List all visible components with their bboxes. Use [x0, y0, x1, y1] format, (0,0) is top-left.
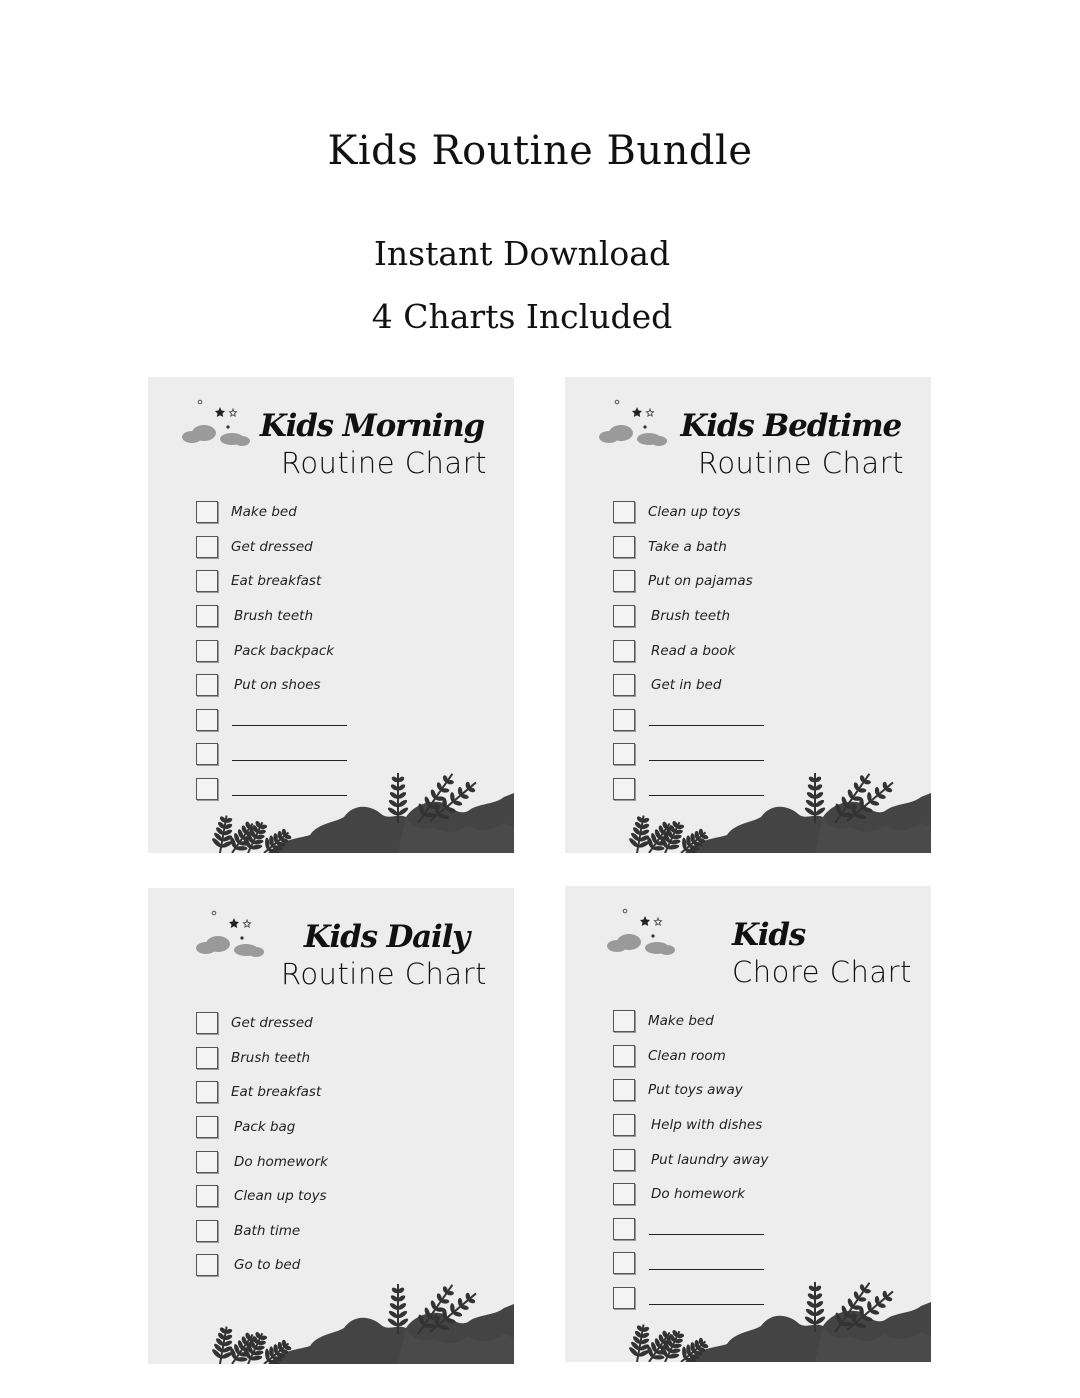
bush-silhouette-icon — [148, 743, 514, 853]
checkbox[interactable] — [196, 1012, 218, 1034]
checkbox[interactable] — [613, 1183, 635, 1205]
checkbox[interactable] — [196, 709, 218, 731]
checklist-item-label: Clean up toys — [234, 1188, 327, 1205]
checklist-item-label: Do homework — [651, 1186, 745, 1203]
checklist-item-label: Pack backpack — [234, 642, 335, 659]
checklist-item-label: Make bed — [648, 1013, 714, 1030]
write-in-line[interactable] — [649, 1234, 764, 1235]
checklist-item-label: Get dressed — [231, 538, 313, 555]
card-title-script: Routine Chart — [280, 957, 487, 991]
blank-checklist-item — [613, 1212, 768, 1247]
checklist-item-label: Bath time — [234, 1222, 301, 1239]
checkbox[interactable] — [613, 1045, 635, 1067]
checkbox[interactable] — [613, 640, 635, 662]
checkbox[interactable] — [196, 1185, 218, 1207]
checkbox[interactable] — [613, 1010, 635, 1032]
checklist-item-label: Clean up toys — [648, 504, 741, 521]
checkbox[interactable] — [196, 1151, 218, 1173]
checkbox[interactable] — [196, 605, 218, 627]
card-title-bold: Kids Bedtime — [680, 408, 901, 444]
checklist-item — [196, 1214, 328, 1249]
checkbox[interactable] — [196, 1081, 218, 1103]
checklist-item-label: Get dressed — [231, 1015, 313, 1032]
blank-checklist-item — [613, 703, 764, 738]
checklist-item — [613, 599, 764, 634]
checkbox[interactable] — [196, 1116, 218, 1138]
checkbox[interactable] — [613, 709, 635, 731]
checklist-item-label: Put on pajamas — [648, 573, 753, 590]
checklist-item — [613, 495, 764, 530]
card-title-bold: Kids — [732, 917, 806, 953]
blank-checklist-item — [196, 703, 347, 738]
checklist-item — [613, 530, 764, 565]
bush-silhouette-icon — [565, 1252, 931, 1362]
checkbox[interactable] — [196, 501, 218, 523]
checkbox[interactable] — [613, 674, 635, 696]
moon-icon — [170, 397, 256, 455]
write-in-line[interactable] — [232, 725, 347, 726]
checkbox[interactable] — [196, 536, 218, 558]
checkbox[interactable] — [196, 1220, 218, 1242]
checklist-item-label: Eat breakfast — [231, 573, 322, 590]
card-title-script: Routine Chart — [280, 446, 487, 480]
moon-icon — [587, 397, 673, 455]
checklist-item — [196, 564, 347, 599]
checkbox[interactable] — [196, 570, 218, 592]
checklist-item-label: Brush teeth — [651, 608, 731, 625]
checklist-item — [613, 1073, 768, 1108]
page-title: Kids Routine Bundle — [327, 128, 753, 174]
subtitle-charts-included: 4 Charts Included — [371, 297, 673, 336]
checklist-item — [196, 1041, 328, 1076]
chart-card-bedtime — [565, 377, 931, 853]
checkbox[interactable] — [613, 1218, 635, 1240]
checklist — [196, 1006, 328, 1283]
checklist-item — [613, 1108, 768, 1143]
checklist-item-label: Put on shoes — [234, 677, 321, 694]
subtitle-instant-download: Instant Download — [373, 234, 671, 273]
checklist-item-label: Go to bed — [234, 1257, 301, 1274]
chart-card-chore — [565, 886, 931, 1362]
write-in-line[interactable] — [649, 725, 764, 726]
checklist-item-label: Make bed — [231, 504, 297, 521]
checklist-item — [196, 1144, 328, 1179]
card-title-script: Routine Chart — [697, 446, 904, 480]
moon-icon — [595, 906, 681, 964]
checklist-item — [613, 1177, 768, 1212]
checklist-item — [613, 633, 764, 668]
card-title-bold: Kids Morning — [259, 408, 484, 444]
checklist-item — [196, 668, 347, 703]
bush-silhouette-icon — [565, 743, 931, 853]
checklist-item-label: Do homework — [234, 1153, 328, 1170]
checklist-item-label: Clean room — [648, 1047, 726, 1064]
checklist-item-label: Pack bag — [234, 1119, 296, 1136]
checkbox[interactable] — [613, 605, 635, 627]
checklist-item-label: Get in bed — [651, 677, 722, 694]
checkbox[interactable] — [613, 501, 635, 523]
checklist-item-label: Put laundry away — [651, 1151, 769, 1168]
checklist-item — [196, 495, 347, 530]
checklist-item — [613, 1004, 768, 1039]
chart-card-daily — [148, 888, 514, 1364]
checklist-item — [613, 1142, 768, 1177]
checklist-item — [196, 633, 347, 668]
checkbox[interactable] — [613, 570, 635, 592]
checklist-item-label: Put toys away — [648, 1082, 743, 1099]
checklist-item-label: Brush teeth — [231, 1049, 311, 1066]
card-title-bold: Kids Daily — [303, 919, 469, 955]
checklist-item-label: Help with dishes — [651, 1117, 763, 1134]
checklist-item — [613, 1039, 768, 1074]
checklist-item — [196, 530, 347, 565]
checklist-item — [196, 1006, 328, 1041]
checklist-item-label: Read a book — [651, 642, 736, 659]
checklist-item — [196, 599, 347, 634]
checkbox[interactable] — [613, 1149, 635, 1171]
checklist-item-label: Take a bath — [648, 538, 727, 555]
checklist-item — [196, 1110, 328, 1145]
checkbox[interactable] — [613, 536, 635, 558]
checkbox[interactable] — [196, 1047, 218, 1069]
checkbox[interactable] — [613, 1079, 635, 1101]
checklist-item — [613, 668, 764, 703]
checklist-item-label: Eat breakfast — [231, 1084, 322, 1101]
bush-silhouette-icon — [148, 1254, 514, 1364]
checklist-item-label: Brush teeth — [234, 608, 314, 625]
checkbox[interactable] — [196, 640, 218, 662]
checkbox[interactable] — [196, 674, 218, 696]
card-title-script: Chore Chart — [732, 955, 912, 989]
checklist-item — [613, 564, 764, 599]
checklist-item — [196, 1179, 328, 1214]
chart-card-morning — [148, 377, 514, 853]
checkbox[interactable] — [613, 1114, 635, 1136]
checklist-item — [196, 1075, 328, 1110]
